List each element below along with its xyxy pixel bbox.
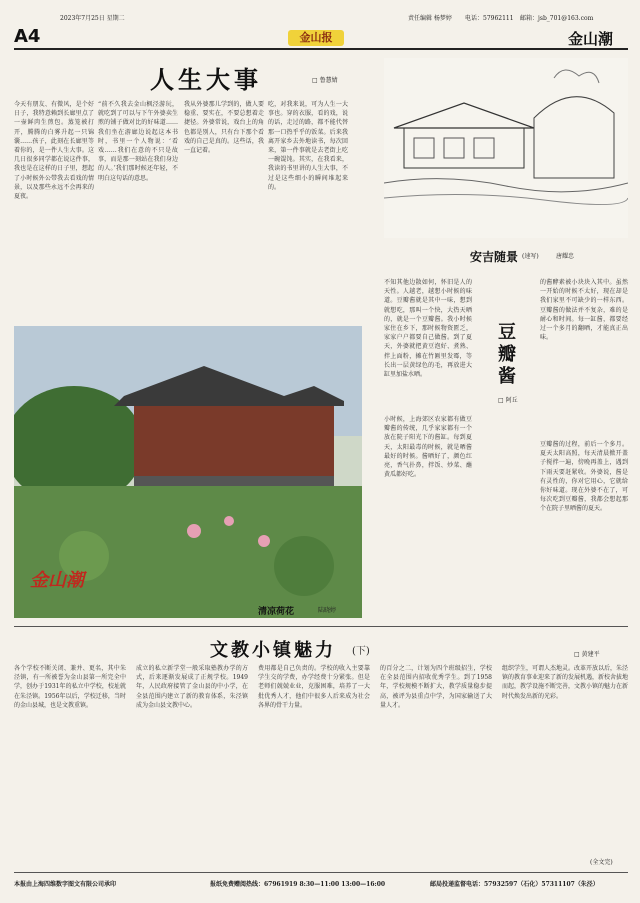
- article2-author: □ 阿丘: [498, 397, 518, 404]
- article3-end-note: (全文完): [590, 859, 613, 866]
- section-divider: [14, 626, 628, 627]
- page-number: A4: [14, 26, 41, 47]
- newspaper-logo: 金山报: [288, 30, 344, 46]
- article1-col1: 今天有朋友、有微风，是个好日子，我特意赖到长廊里点了一壶鲜肉生煎包。蒸笼被打开，腾腾的白雾升起一只锦囊……孩子，此刻在长廊里等着你的，是一件人生大事。这几日很多同学都在说这件事，我也是在这样的日子里，想起了小时候外公带我去看戏的情景，以及那些永远不会再来的夏夜。: [14, 101, 94, 201]
- header-rule: [14, 48, 628, 50]
- article2-col2: 小时候，上海郊区农家都有做豆瓣酱的传统，几乎家家都有一个放在院子阳光下的酱缸。每到夏天，太阳最毒的时候，就是晒酱最好的时候。酱晒好了，颜色红亮，香气扑鼻，拌饭、炒菜、蘸黄瓜都好吃。: [384, 416, 472, 479]
- article1-col4: 吃，对我来说，可为人生一大事也。穿的衣服，看的戏，说的话，走过的路，都不能代替那一口热乎乎的饭菜。后来我离开家乡去外地读书，每次回来，第一件事就是去老街上吃一碗馄饨。其实，在我看来，我读的书里讲的人生大事，不过是这些细小的瞬间堆起来的。: [268, 101, 348, 191]
- article2-col3: 的酱酵素被小块块入其中。虽然一开始的时候不太好，现在却是我们家里不可缺少的一样东西。豆瓣酱的做法并不复杂，难的是耐心和时间。每一缸酱，都要经过一个多月的翻晒，才能真正出味。: [540, 279, 628, 342]
- editor: 责任编辑 杨梦婷: [408, 15, 452, 22]
- email: 邮箱：jsb_701@163.com: [520, 15, 594, 22]
- footer-hotline: 报纸免费赠阅热线：67961919 8:30—11:00 13:00—16:00: [210, 881, 386, 888]
- article2-col1: 不知其他边散如何，怀旧是人的天性。人越老，越想小时候的味道。豆瓣酱就是其中一味，想到就想吃，那叫一个快，大热天晒的，就是一个豆瓣酱。我小时候家住在乡下，那时候物资匮乏，家家户户都要自己做酱。到了夏天，外婆就把黄豆泡好、煮熟、拌上面粉，摊在竹匾里发霉，等长出一层黄绿色的毛，再放进大缸里加盐水晒。: [384, 279, 472, 379]
- article1-title: 人生大事: [150, 65, 262, 94]
- painting-artist: 唐耀忠: [556, 253, 575, 260]
- painting-medium: (速写): [522, 253, 539, 260]
- footer-rule: [14, 872, 628, 873]
- photo-section-logo: 金山潮: [30, 570, 84, 591]
- article3-title: 文教小镇魅力: [210, 640, 336, 661]
- article3-col1: 各个学校不断关闭、兼并、更名，其中朱泾镇，有一所被誉为金山县第一所完全中学，创办于1931年的私立中学校，校址就在朱泾镇。1956年以后，学校迁移，当时的金山县城，也是文教重镇。: [14, 665, 126, 709]
- photo-caption: 清凉荷花: [258, 607, 295, 617]
- painting-title: 安吉随景: [470, 250, 519, 264]
- article2-col4: 豆瓣酱的过程，前后一个多月。夏天太阳高照，每天清晨掀开盖子搅拌一遍，傍晚再盖上，遇到下雨天要赶紧收。外婆说，酱是有灵性的，你对它用心，它就给你好味道。现在外婆不在了，可每次吃到豆瓣酱，我都会想起那个在院子里晒酱的夏天。: [540, 441, 628, 513]
- issue-date: 2023年7月25日 星期二: [60, 15, 125, 22]
- article1-author: □ 鲁慧婧: [312, 77, 338, 84]
- painting-sketch: [384, 58, 628, 238]
- article3-col3: 费用都是自己负责的。学校的收入主要靠学生交的学费，办学经费十分紧张。但是老师们兢兢业业，克服困难，培养了一大批优秀人才，他们中很多人后来成为社会各界的骨干力量。: [258, 665, 370, 709]
- photo-credit: 陆晓婷: [318, 607, 337, 614]
- article3-author: □ 黄建平: [574, 651, 600, 658]
- footer-printer: 本报由上海四维数字图文有限公司承印: [14, 881, 117, 888]
- section-title: 金山潮: [568, 30, 614, 48]
- article2-title: 豆瓣酱: [498, 322, 516, 387]
- article3-part: (下): [352, 646, 370, 657]
- article3-col2: 成立的私立新学堂一般采取塾教办学的方式，后来逐渐发展成了正规学校。1949年，人民政府接管了金山县的中小学，在全县范围内建立了新的教育体系，朱泾镇成为金山县文教中心。: [136, 665, 248, 709]
- article3-col5: 组织学生，可谓人杰地灵。改革开放以后，朱泾镇的教育事业迎来了新的发展机遇，新校舍拔地而起，教学设施不断完善，文教小镇的魅力在新时代焕发出新的光彩。: [502, 665, 628, 700]
- article1-col3: 我从外婆那儿学到的，做人要稳重、要实在，不要总想着走捷径。外婆常说，戏台上的角色都是别人，只有台下那个看戏的自己是真的。这些话，我一直记着。: [184, 101, 264, 155]
- article3-col4: 的百分之二，计划为四个班级招生，学校在全县范围内招收优秀学生。到了1958年，学校规模不断扩大，教学质量稳步提高，被评为县重点中学，为国家输送了大量人才。: [380, 665, 492, 709]
- footer-delivery: 邮局投递监督电话：57932597（石化）57311107（朱泾）: [430, 881, 599, 888]
- article1-col2: “前不久我去金山枫泾游玩，就吃到了可以与下午外婆卖生煎的铺子做对比的好味道……我们坐在游廊边说起这本书时，书里一个人物说：‘看戏……我们在意的不只是故事，而是那一刻站在我们身边的人。’我们那时候还年轻，不明白这句话的意思。: [98, 101, 178, 182]
- phone: 电话：57962111: [465, 15, 514, 22]
